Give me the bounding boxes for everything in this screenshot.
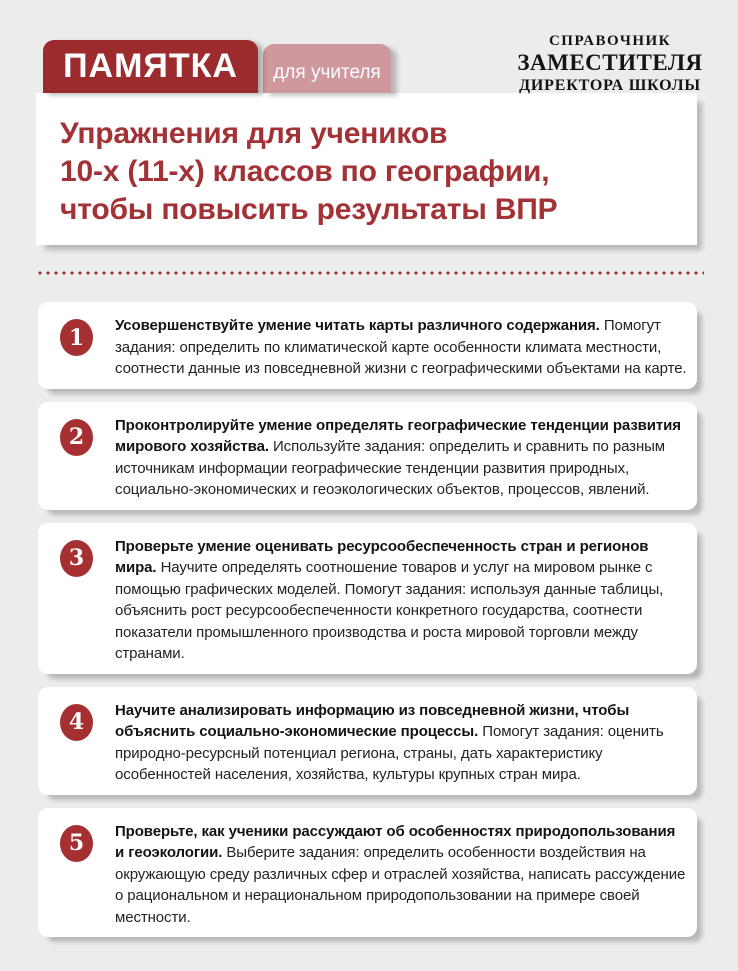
- number-badge-4: 4: [60, 704, 93, 741]
- memo-badge-label: ПАМЯТКА: [63, 47, 238, 85]
- publication-logo-line3: ДИРЕКТОРА ШКОЛЫ: [519, 76, 701, 94]
- number-column: [38, 821, 115, 862]
- page-title-line3: чтобы повысить результаты ВПР: [60, 193, 558, 226]
- publication-logo: [494, 33, 726, 95]
- advice-card-1: [38, 302, 697, 389]
- number-column: [38, 315, 115, 356]
- advice-card-3: [38, 523, 697, 674]
- number-badge-5: 5: [60, 825, 93, 862]
- advice-card-2: [38, 402, 697, 510]
- publication-logo-line1: СПРАВОЧНИК: [548, 33, 672, 49]
- advice-list: [38, 302, 706, 937]
- number-column: [38, 536, 115, 577]
- number-column: [38, 700, 115, 741]
- advice-body-2: Используйте задания: определить и сравнить по разным источникам информации географические тенденции развития природных, социально-экономических и геоэкологических объектов, процессов, явлений.: [115, 438, 666, 498]
- advice-lead-2: Проконтролируйте умение определять географические тенденции развития мирового хозяйства.: [115, 416, 681, 455]
- memo-badge: [43, 40, 258, 93]
- dotted-separator: [36, 271, 704, 275]
- advice-body-1: Помогут задания: определить по климатической карте особенности климата местности, соотнести данные из повседневной жизни с географическими объектами на карте.: [115, 317, 687, 377]
- advice-card-4: [38, 687, 697, 795]
- number-badge-3: 3: [60, 540, 93, 577]
- page-title-line1: Упражнения для учеников: [60, 117, 448, 150]
- memo-body: [36, 93, 706, 950]
- page-title-line2: 10-х (11-х) классов по географии,: [60, 155, 550, 188]
- advice-text-1: [115, 315, 687, 380]
- advice-body-3: Научите определять соотношение товаров и услуг на мировом рынке с помощью графических моделей. Помогут задания: используя данные таблицы, объяснить рост ресурсообеспеченности конкретного государства, соотнести показатели промышленного производства и роста мировой торговли между странами.: [115, 559, 664, 662]
- advice-text-5: [115, 821, 687, 929]
- number-badge-2: 2: [60, 419, 93, 456]
- audience-badge-label: для учителя: [273, 62, 381, 83]
- number-badge-1: 1: [60, 319, 93, 356]
- advice-text-4: [115, 700, 687, 786]
- advice-lead-5: Проверьте, как ученики рассуждают об особенностях природопользования и геоэкологии.: [115, 822, 676, 861]
- advice-card-5: [38, 808, 697, 938]
- advice-lead-1: Усовершенствуйте умение читать карты различного содержания.: [115, 317, 600, 334]
- number-column: [38, 415, 115, 456]
- advice-lead-3: Проверьте умение оценивать ресурсообеспеченность стран и регионов мира.: [115, 537, 649, 576]
- advice-text-3: [115, 536, 687, 665]
- publication-logo-line2: ЗАМЕСТИТЕЛЯ: [517, 50, 703, 76]
- title-card: [36, 93, 697, 245]
- advice-body-5: Выберите задания: определить особенности воздействия на окружающую среду различных сфер и отраслей хозяйства, написать рассуждение о рациональном и нерациональном природопользовании на примере своей местности.: [115, 844, 686, 926]
- advice-body-4: Помогут задания: оценить природно-ресурсный потенциал региона, страны, дать характеристику особенностей населения, хозяйства, культуры крупных стран мира.: [115, 723, 664, 783]
- advice-text-2: [115, 415, 687, 501]
- advice-lead-4: Научите анализировать информацию из повседневной жизни, чтобы объяснить социально-экономические процессы.: [115, 701, 630, 740]
- audience-badge: [263, 44, 391, 93]
